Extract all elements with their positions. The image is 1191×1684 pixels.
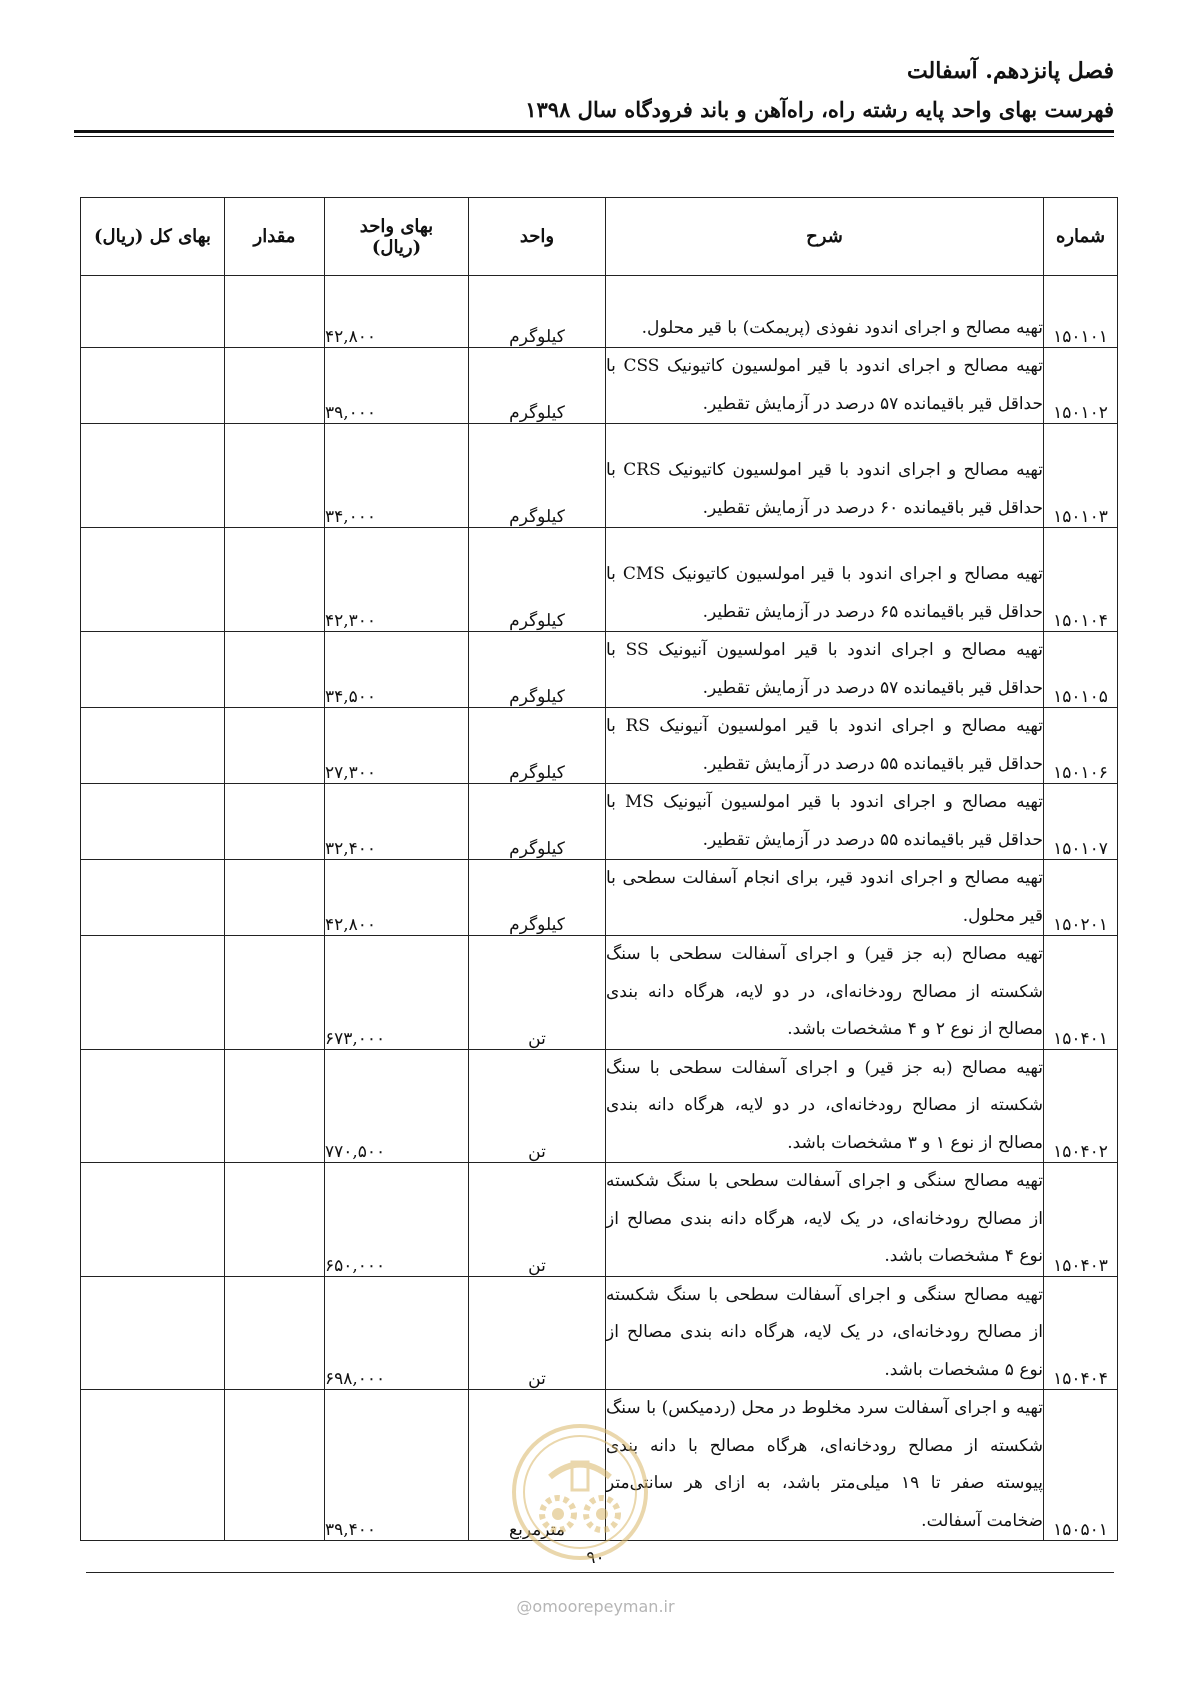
item-quantity xyxy=(225,276,325,348)
item-code: ۱۵۰۵۰۱ xyxy=(1044,1390,1118,1541)
item-quantity xyxy=(225,860,325,936)
item-unit-price: ۲۷,۳۰۰ xyxy=(325,708,469,784)
item-unit: مترمربع xyxy=(469,1390,606,1541)
item-total-price xyxy=(81,708,225,784)
item-unit: تن xyxy=(469,1163,606,1277)
item-total-price xyxy=(81,936,225,1050)
item-unit: کیلوگرم xyxy=(469,348,606,424)
item-unit: کیلوگرم xyxy=(469,784,606,860)
item-unit-price: ۳۹,۴۰۰ xyxy=(325,1390,469,1541)
item-code: ۱۵۰۱۰۱ xyxy=(1044,276,1118,348)
chapter-title: فصل پانزدهم. آسفالت xyxy=(906,58,1114,84)
col-header-unit: واحد xyxy=(469,198,606,276)
item-quantity xyxy=(225,1390,325,1541)
item-description: تهیه مصالح و اجرای اندود با قیر امولسیون آنیونیک SS با حداقل قیر باقیمانده ۵۷ درصد در آزمایش تقطیر. xyxy=(606,632,1044,708)
item-description: تهیه مصالح و اجرای اندود با قیر امولسیون آنیونیک RS با حداقل قیر باقیمانده ۵۵ درصد در آزمایش تقطیر. xyxy=(606,708,1044,784)
header-rule-thick xyxy=(74,130,1114,133)
item-description: تهیه مصالح (به جز قیر) و اجرای آسفالت سطحی با سنگ شکسته از مصالح رودخانه‌ای، در دو لایه، هرگاه دانه بندی مصالح از نوع ۱ و ۳ مشخصات باشد. xyxy=(606,1049,1044,1163)
item-description: تهیه مصالح (به جز قیر) و اجرای آسفالت سطحی با سنگ شکسته از مصالح رودخانه‌ای، در دو لایه، هرگاه دانه بندی مصالح از نوع ۲ و ۴ مشخصات باشد. xyxy=(606,936,1044,1050)
item-total-price xyxy=(81,1276,225,1390)
item-unit: کیلوگرم xyxy=(469,860,606,936)
table-row xyxy=(81,528,1118,632)
table-row xyxy=(81,348,1118,424)
item-description: تهیه مصالح و اجرای اندود با قیر امولسیون آنیونیک MS با حداقل قیر باقیمانده ۵۵ درصد در آزمایش تقطیر. xyxy=(606,784,1044,860)
item-unit-price: ۳۹,۰۰۰ xyxy=(325,348,469,424)
item-unit: کیلوگرم xyxy=(469,632,606,708)
item-code: ۱۵۰۱۰۴ xyxy=(1044,528,1118,632)
item-quantity xyxy=(225,1163,325,1277)
item-unit-price: ۴۲,۸۰۰ xyxy=(325,860,469,936)
table-row xyxy=(81,936,1118,1050)
item-unit-price: ۴۲,۸۰۰ xyxy=(325,276,469,348)
unit-price-label: بهای واحد xyxy=(359,215,434,237)
item-description: تهیه مصالح و اجرای اندود با قیر امولسیون کاتیونیک CSS با حداقل قیر باقیمانده ۵۷ درصد در آزمایش تقطیر. xyxy=(606,348,1044,424)
table-row xyxy=(81,1049,1118,1163)
col-header-number: شماره xyxy=(1044,198,1118,276)
footer-rule xyxy=(86,1572,1114,1573)
item-unit-price: ۳۲,۴۰۰ xyxy=(325,784,469,860)
table-row xyxy=(81,784,1118,860)
table-row xyxy=(81,1163,1118,1277)
item-quantity xyxy=(225,1049,325,1163)
col-header-quantity: مقدار xyxy=(225,198,325,276)
item-unit-price: ۶۵۰,۰۰۰ xyxy=(325,1163,469,1277)
item-code: ۱۵۰۴۰۱ xyxy=(1044,936,1118,1050)
item-unit-price: ۶۹۸,۰۰۰ xyxy=(325,1276,469,1390)
item-unit: کیلوگرم xyxy=(469,276,606,348)
header-rule-thin xyxy=(74,136,1114,137)
item-total-price xyxy=(81,1390,225,1541)
item-total-price xyxy=(81,1049,225,1163)
item-quantity xyxy=(225,348,325,424)
item-code: ۱۵۰۴۰۴ xyxy=(1044,1276,1118,1390)
item-description: تهیه مصالح و اجرای اندود با قیر امولسیون کاتیونیک CMS با حداقل قیر باقیمانده ۶۵ درصد در آزمایش تقطیر. xyxy=(606,528,1044,632)
item-total-price xyxy=(81,1163,225,1277)
item-unit: کیلوگرم xyxy=(469,424,606,528)
col-header-description: شرح xyxy=(606,198,1044,276)
item-code: ۱۵۰۲۰۱ xyxy=(1044,860,1118,936)
item-unit: تن xyxy=(469,1276,606,1390)
table-header-row xyxy=(81,198,1118,276)
publisher-seal-watermark xyxy=(510,1422,650,1562)
table-row xyxy=(81,424,1118,528)
item-quantity xyxy=(225,708,325,784)
item-code: ۱۵۰۱۰۷ xyxy=(1044,784,1118,860)
item-unit: کیلوگرم xyxy=(469,528,606,632)
item-total-price xyxy=(81,528,225,632)
document-subtitle: فهرست بهای واحد پایه رشته راه، راه‌آهن و باند فرودگاه سال ۱۳۹۸ xyxy=(525,97,1114,122)
item-description: تهیه مصالح و اجرای اندود نفوذی (پریمکت) با قیر محلول. xyxy=(606,276,1044,348)
item-unit-price: ۶۷۳,۰۰۰ xyxy=(325,936,469,1050)
price-list-table xyxy=(80,197,1118,1541)
page-number: ۹۰ xyxy=(586,1548,605,1568)
item-code: ۱۵۰۱۰۲ xyxy=(1044,348,1118,424)
item-description: تهیه و اجرای آسفالت سرد مخلوط در محل (ردمیکس) با سنگ شکسته از مصالح رودخانه‌ای، هرگاه مصالح با دانه بندی پیوسته صفر تا ۱۹ میلی‌متر باشد، به ازای هر سانتی‌متر ضخامت آسفالت. xyxy=(606,1390,1044,1541)
table-row xyxy=(81,276,1118,348)
table-row xyxy=(81,708,1118,784)
col-header-unit-price xyxy=(325,198,469,276)
item-code: ۱۵۰۱۰۶ xyxy=(1044,708,1118,784)
table-row xyxy=(81,860,1118,936)
item-unit-price: ۷۷۰,۵۰۰ xyxy=(325,1049,469,1163)
item-quantity xyxy=(225,1276,325,1390)
item-unit: تن xyxy=(469,936,606,1050)
item-total-price xyxy=(81,424,225,528)
item-unit: تن xyxy=(469,1049,606,1163)
item-unit-price: ۴۲,۳۰۰ xyxy=(325,528,469,632)
item-quantity xyxy=(225,936,325,1050)
item-unit-price: ۳۴,۵۰۰ xyxy=(325,632,469,708)
item-description: تهیه مصالح سنگی و اجرای آسفالت سطحی با سنگ شکسته از مصالح رودخانه‌ای، در یک لایه، هرگاه دانه بندی مصالح از نوع ۵ مشخصات باشد. xyxy=(606,1276,1044,1390)
table-row xyxy=(81,632,1118,708)
table-row xyxy=(81,1276,1118,1390)
item-total-price xyxy=(81,348,225,424)
item-unit: کیلوگرم xyxy=(469,708,606,784)
item-total-price xyxy=(81,860,225,936)
item-total-price xyxy=(81,632,225,708)
item-description: تهیه مصالح سنگی و اجرای آسفالت سطحی با سنگ شکسته از مصالح رودخانه‌ای، در یک لایه، هرگاه دانه بندی مصالح از نوع ۴ مشخصات باشد. xyxy=(606,1163,1044,1277)
item-code: ۱۵۰۱۰۵ xyxy=(1044,632,1118,708)
item-unit-price: ۳۴,۰۰۰ xyxy=(325,424,469,528)
item-code: ۱۵۰۴۰۲ xyxy=(1044,1049,1118,1163)
item-code: ۱۵۰۱۰۳ xyxy=(1044,424,1118,528)
col-header-total-price: بهای کل (ریال) xyxy=(81,198,225,276)
item-quantity xyxy=(225,528,325,632)
item-description: تهیه مصالح و اجرای اندود با قیر امولسیون کاتیونیک CRS با حداقل قیر باقیمانده ۶۰ درصد در آزمایش تقطیر. xyxy=(606,424,1044,528)
item-description: تهیه مصالح و اجرای اندود قیر، برای انجام آسفالت سطحی با قیر محلول. xyxy=(606,860,1044,936)
item-quantity xyxy=(225,632,325,708)
item-total-price xyxy=(81,276,225,348)
item-total-price xyxy=(81,784,225,860)
item-code: ۱۵۰۴۰۳ xyxy=(1044,1163,1118,1277)
website-watermark: @omoorepeyman.ir xyxy=(516,1597,675,1616)
unit-price-currency: (ریال) xyxy=(371,236,422,258)
item-quantity xyxy=(225,784,325,860)
item-quantity xyxy=(225,424,325,528)
